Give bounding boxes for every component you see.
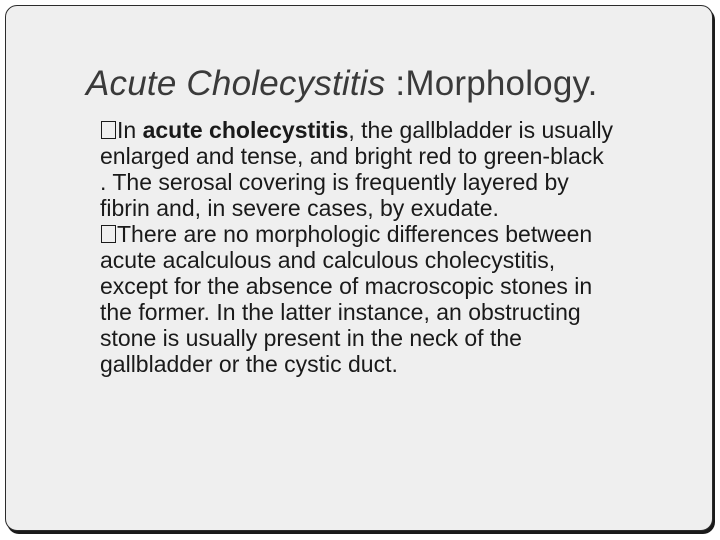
slide-title-italic: Acute Cholecystitis bbox=[86, 64, 386, 103]
bullet-list bbox=[100, 117, 698, 377]
bullet-box-icon bbox=[101, 225, 116, 243]
slide-title-rest: :Morphology. bbox=[385, 64, 598, 103]
slide-title bbox=[86, 64, 598, 104]
bullet-2-line-6: gallbladder or the cystic duct. bbox=[100, 351, 398, 377]
bullet-item-2 bbox=[100, 221, 698, 377]
bullet-2-line-1: There are no morphologic differences between bbox=[117, 221, 593, 247]
bullet-2-line-4: the former. In the latter instance, an obstructing bbox=[100, 299, 581, 325]
bullet-1-line-1-pre: In bbox=[117, 117, 143, 143]
bullet-1-line-4: fibrin and, in severe cases, by exudate. bbox=[100, 195, 499, 221]
bullet-1-line-1 bbox=[117, 117, 698, 143]
bullet-1-line-1-post: , the gallbladder is usually bbox=[348, 117, 614, 143]
bullet-2-line-2: acute acalculous and calculous cholecystitis, bbox=[100, 247, 556, 273]
bullet-item-1 bbox=[100, 117, 698, 221]
bullet-box-icon bbox=[101, 121, 116, 139]
bullet-2-line-5: stone is usually present in the neck of the bbox=[100, 325, 522, 351]
bullet-1-term: acute cholecystitis bbox=[142, 117, 349, 143]
bullet-1-line-3: . The serosal covering is frequently layered by bbox=[100, 169, 569, 195]
bullet-2-line-3: except for the absence of macroscopic stones in bbox=[100, 273, 593, 299]
bullet-1-line-2: enlarged and tense, and bright red to green-black bbox=[100, 143, 604, 169]
